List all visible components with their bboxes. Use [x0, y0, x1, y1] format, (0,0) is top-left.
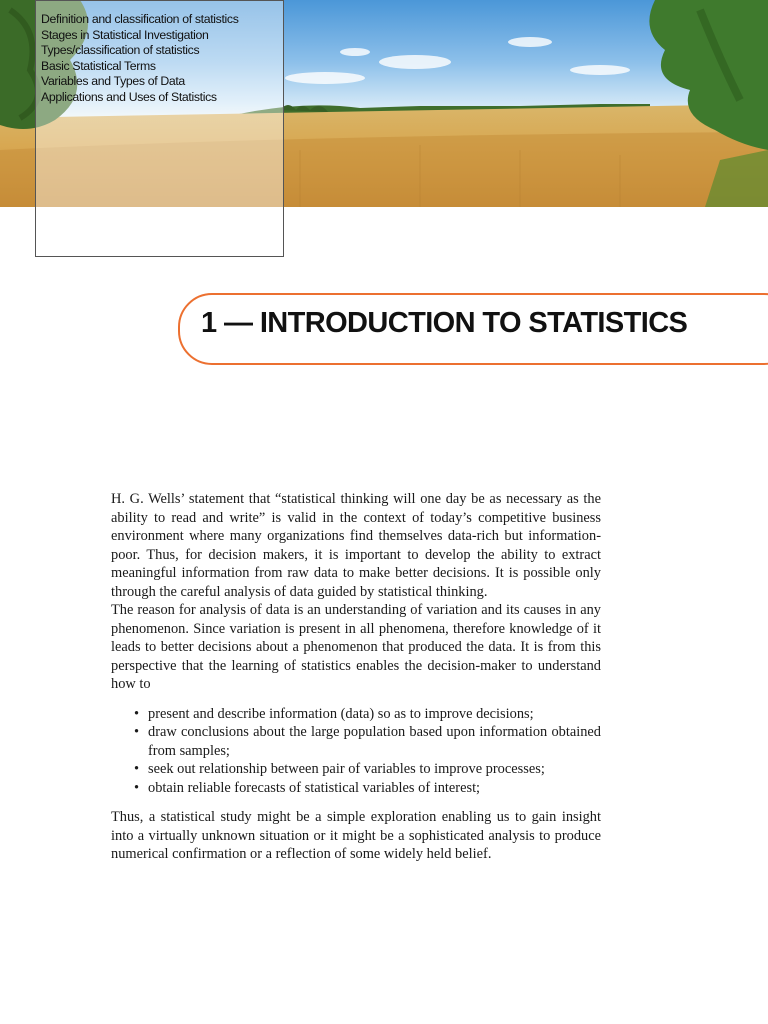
toc-item[interactable]: Applications and Uses of Statistics [41, 89, 217, 104]
bullet-icon: • [134, 779, 140, 796]
chapter-contents-list [41, 12, 239, 105]
intro-paragraph: H. G. Wells’ statement that “statistical thinking will one day be as necessary as the ability to read and write” is valid in the context of today’s competitive business environment where many organizations find themselves data-rich but information-poor. Thus, for decision makers, it is important to develop the ability to extract meaningful information from raw data to make better decisions. It is possible only through the careful analysis of data guided by statistical thinking. [111, 491, 601, 600]
toc-item[interactable]: Basic Statistical Terms [41, 58, 156, 73]
list-item [134, 723, 601, 760]
list-item [134, 779, 601, 798]
list-item-text: seek out relationship between pair of variables to improve processes; [148, 761, 545, 777]
list-item-text: draw conclusions about the large population based upon information obtained from samples; [148, 724, 601, 759]
toc-item[interactable]: Types/classification of statistics [41, 43, 200, 57]
chapter-contents-box [35, 0, 284, 257]
list-item-text: obtain reliable forecasts of statistical variables of interest; [148, 779, 481, 796]
list-item [134, 760, 601, 779]
bullet-icon: • [134, 724, 140, 740]
chapter-title-banner [178, 293, 768, 365]
toc-item[interactable]: Variables and Types of Data [41, 74, 185, 88]
objectives-list [111, 705, 601, 798]
bullet-icon: • [134, 705, 140, 722]
list-item-text: present and describe information (data) so as to improve decisions; [148, 705, 534, 722]
toc-item[interactable]: Stages in Statistical Investigation [41, 27, 209, 42]
bullet-icon: • [134, 761, 140, 777]
toc-item[interactable]: Definition and classification of statistics [41, 12, 239, 26]
list-item [134, 705, 601, 724]
chapter-body [111, 490, 601, 864]
conclusion-paragraph: Thus, a statistical study might be a simple exploration enabling us to gain insight into a virtually unknown situation or it might be a sophisticated analysis to produce numerical confirmation or a reflection of some widely held belief. [111, 809, 601, 862]
chapter-title: 1 — INTRODUCTION TO STATISTICS [201, 307, 688, 339]
variation-paragraph: The reason for analysis of data is an understanding of variation and its causes in any phenomenon. Since variation is present in all phenomena, therefore knowledge of it leads to better decisions about a phenomenon that produced the data. It is from this perspective that the learning of statistics enables the decision-maker to understand how to [111, 602, 601, 692]
